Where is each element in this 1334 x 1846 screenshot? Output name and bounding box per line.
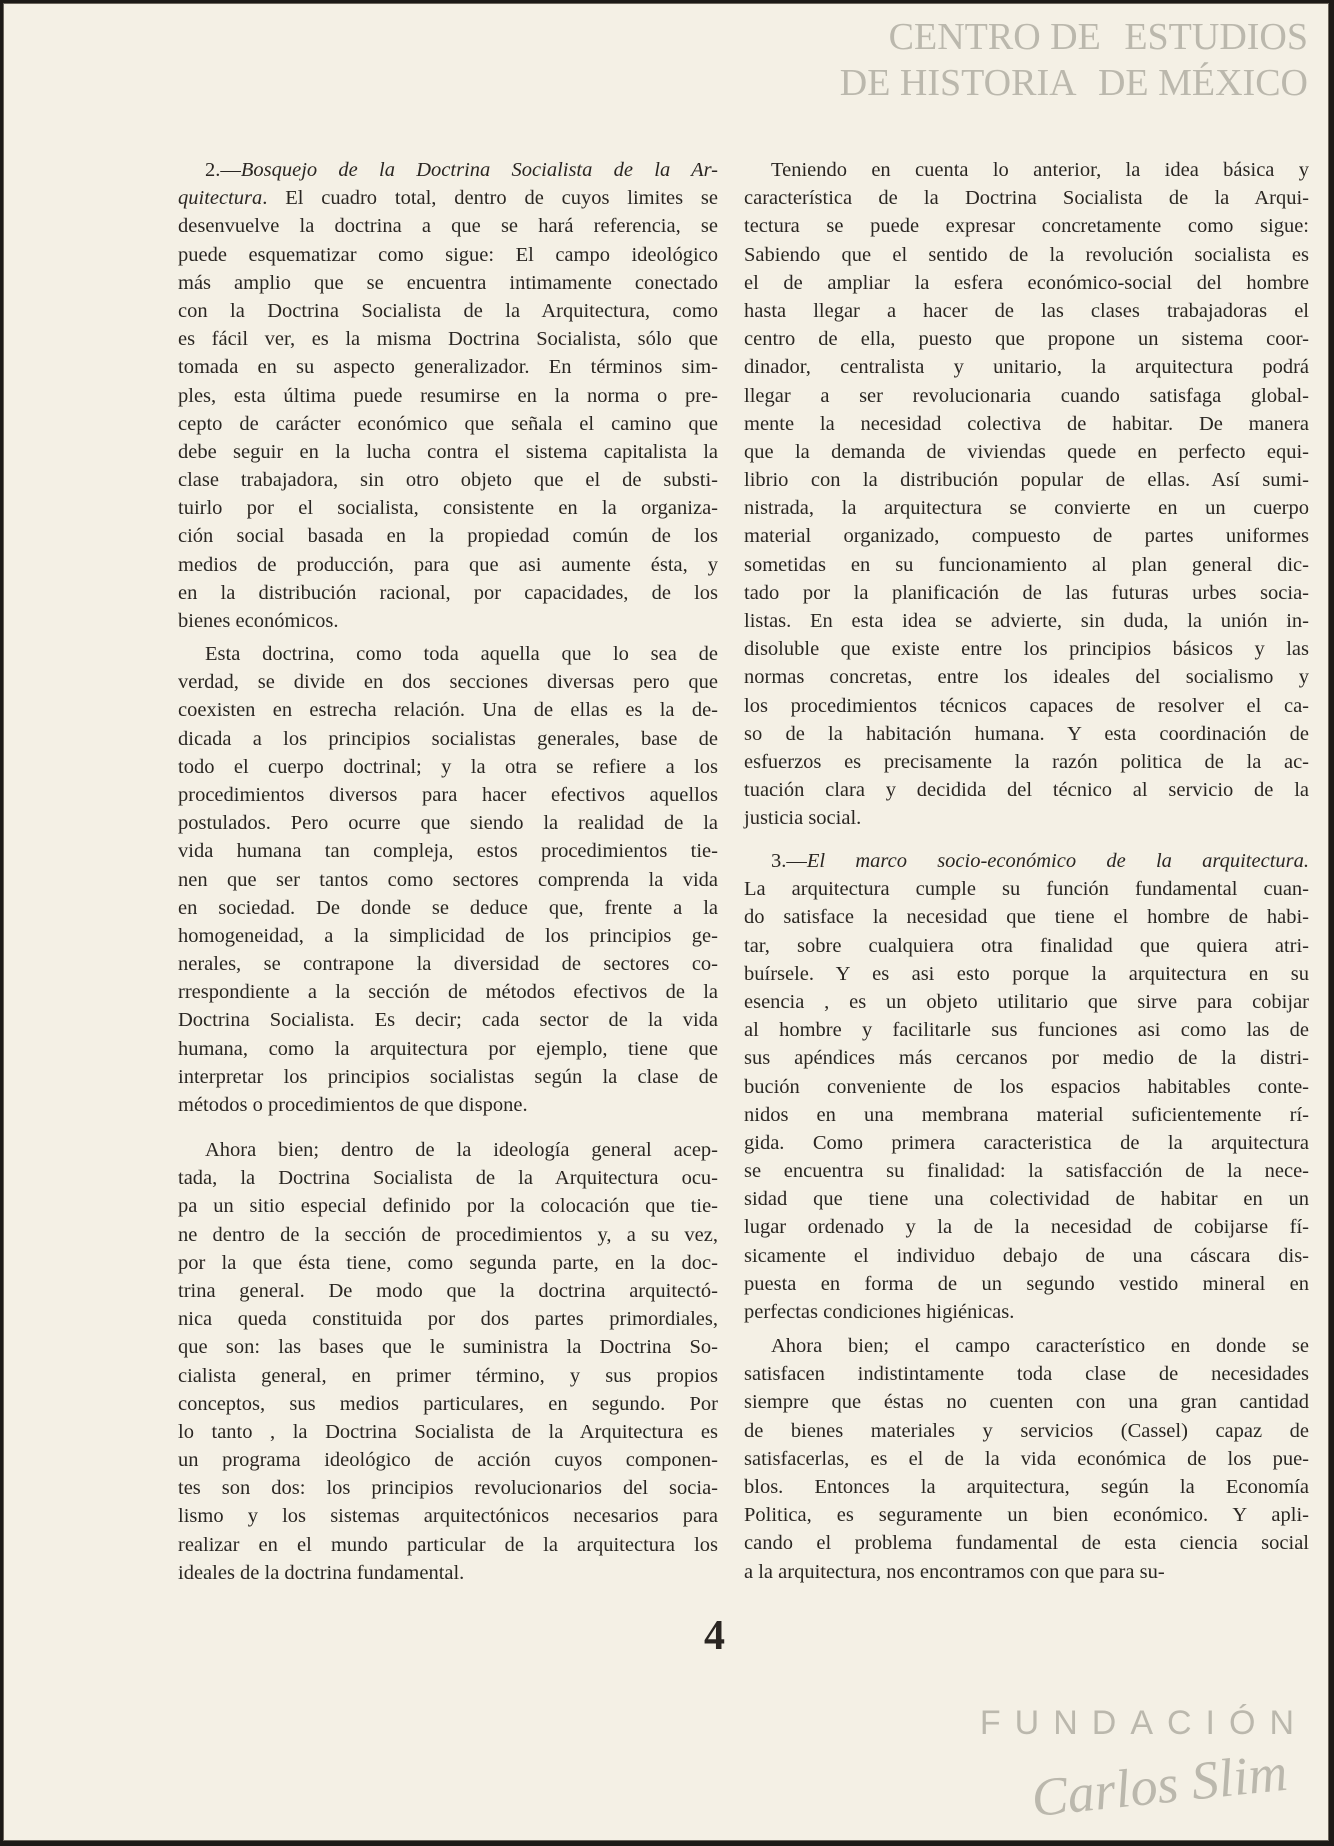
text-line: do satisface la necesidad que tiene el hombre de habi-: [744, 906, 1309, 929]
text-line: característica de la Doctrina Socialista de la Arqui-: [744, 187, 1309, 210]
text-line: llegar a ser revolucionaria cuando satisfaga global-: [744, 384, 1309, 407]
text-line: sometidas en su funcionamiento al plan general dic-: [744, 553, 1309, 576]
section-title: El marco socio-económico de la arquitectura.: [806, 850, 1309, 872]
text-line: nica queda constituida por dos partes primordiales,: [178, 1308, 718, 1331]
text-line: nistrada, la arquitectura se convierte en un cuerpo: [744, 497, 1309, 520]
text-line: postulados. Pero ocurre que siendo la realidad de la: [178, 812, 718, 835]
text-line: procedimientos diversos para hacer efectivos aquellos: [178, 783, 718, 806]
text-line: sicamente el individuo debajo de una cáscara dis-: [744, 1244, 1309, 1267]
text-line: humana, como la arquitectura por ejemplo, tiene que: [178, 1037, 718, 1060]
text-line: lugar ordenado y la de la necesidad de cobijarse fí-: [744, 1216, 1309, 1239]
text-line: nidos en una membrana material suficientemente rí-: [744, 1103, 1309, 1126]
text-line: vida humana tan compleja, estos procedimientos tie-: [178, 840, 718, 863]
text-line: dicada a los principios socialistas generales, base de: [178, 727, 718, 750]
text-line: satisfacen indistintamente toda clase de necesidades: [744, 1363, 1309, 1386]
text-line: lo tanto , la Doctrina Socialista de la Arquitectura es: [178, 1420, 718, 1443]
text-line: mente la necesidad colectiva de habitar. De manera: [744, 412, 1309, 435]
watermark-foundation: FUNDACIÓN: [979, 1704, 1308, 1742]
text-line: tar, sobre cualquiera otra finalidad que quiera atri-: [744, 934, 1309, 957]
text-line: tectura se puede expresar concretamente como sigue:: [744, 215, 1309, 238]
text-line: lismo y los sistemas arquitectónicos necesarios para: [178, 1505, 718, 1528]
text-line: a la arquitectura, nos encontramos con que para su-: [744, 1560, 1165, 1583]
text-line: La arquitectura cumple su función fundamental cuan-: [744, 878, 1309, 901]
text-line: esfuerzos es precisamente la razón politica de la ac-: [744, 750, 1309, 773]
text-line: pa un sitio especial definido por la colocación que tie-: [178, 1195, 718, 1218]
paragraph: [744, 1332, 1309, 1586]
text-line: verdad, se divide en dos secciones diversas pero que: [178, 671, 718, 694]
text-line: tomada en su aspecto generalizador. En términos sim-: [178, 356, 718, 379]
text-line: blos. Entonces la arquitectura, según la Economía: [744, 1475, 1309, 1498]
text-line: ne dentro de la sección de procedimientos y, a su vez,: [178, 1223, 718, 1246]
watermark-signature: Carlos Slim: [1029, 1741, 1291, 1829]
text-line: Esta doctrina, como toda aquella que lo sea de: [205, 643, 718, 665]
text-line: desenvuelve la doctrina a que se hará referencia, se: [178, 215, 718, 238]
text-line: dinador, centralista y unitario, la arquitectura podrá: [744, 356, 1309, 379]
text-line: en la distribución racional, por capacidades, de los: [178, 581, 718, 604]
text-line: realizar en el mundo particular de la arquitectura los: [178, 1533, 718, 1556]
text-line: interpretar los principios socialistas según la clase de: [178, 1065, 718, 1088]
text-line: perfectas condiciones higiénicas.: [744, 1301, 1015, 1323]
paragraph: [744, 156, 1309, 833]
text-line: debe seguir en la lucha contra el sistema capitalista la: [178, 440, 718, 463]
text-line: bienes económicos.: [178, 610, 339, 632]
text-line: todo el cuerpo doctrinal; y la otra se refiere a los: [178, 755, 718, 778]
text-line: listas. En esta idea se advierte, sin duda, la unión in-: [744, 610, 1309, 632]
text-line: satisfacerlas, es el de la vida económica de los pue-: [744, 1447, 1309, 1470]
text-line: tada, la Doctrina Socialista de la Arquitectura ocu-: [178, 1167, 718, 1190]
section-number: 3.—: [771, 850, 807, 872]
text-line: el de ampliar la esfera económico-social del hombre: [744, 271, 1309, 294]
text-line: so de la habitación humana. Y esta coordinación de: [744, 722, 1309, 745]
text-line: cando el problema fundamental de esta ciencia social: [744, 1532, 1309, 1555]
text-line: ción social basada en la propiedad común de los: [178, 525, 718, 548]
text-line: Ahora bien; el campo característico en donde se: [771, 1335, 1309, 1357]
text-line: tuirlo por el socialista, consistente en la organiza-: [178, 497, 718, 520]
text-line: Doctrina Socialista. Es decir; cada sector de la vida: [178, 1009, 718, 1032]
section-number: 2.—: [205, 159, 241, 181]
section-title: Bosquejo de la Doctrina Socialista de la Ar-: [240, 159, 718, 181]
text-line: Sabiendo que el sentido de la revolución socialista es: [744, 243, 1309, 266]
section-title: quitectura: [178, 187, 263, 210]
text-line: se encuentra su finalidad: la satisfacción de la nece-: [744, 1160, 1309, 1183]
text-line: sidad que tiene una colectividad de habitar en un: [744, 1188, 1309, 1211]
text-line: hasta llegar a hacer de las clases trabajadoras el: [744, 299, 1309, 322]
watermark-archive-name: [826, 14, 1308, 106]
text-line: ideales de la doctrina fundamental.: [178, 1561, 465, 1584]
text-line: [178, 184, 718, 212]
text-line: al hombre y facilitarle sus funciones asi como las de: [744, 1019, 1309, 1042]
watermark-row: [826, 14, 1308, 60]
watermark-line: ESTUDIOS: [1124, 16, 1308, 58]
text-line: que la demanda de viviendas quede en perfecto equi-: [744, 440, 1309, 463]
text-line: que son: las bases que le suministra la Doctrina So-: [178, 1336, 718, 1359]
watermark-line: CENTRO DE: [888, 16, 1101, 58]
text-line: nen que ser tantos como sectores comprenda la vida: [178, 868, 718, 891]
text-line: tado por la planificación de las futuras urbes socia-: [744, 581, 1309, 604]
text-line: conceptos, sus medios particulares, en segundo. Por: [178, 1392, 718, 1415]
text-line: por la que ésta tiene, como segunda parte, en la doc-: [178, 1251, 718, 1274]
section-heading-line: [178, 156, 718, 184]
text-line: cialista general, en primer término, y sus propios: [178, 1364, 718, 1387]
page-number: 4: [704, 1613, 725, 1659]
text-line: métodos o procedimientos de que dispone.: [178, 1094, 528, 1116]
text-line: homogeneidad, a la simplicidad de los principios ge-: [178, 924, 718, 947]
text-line: cepto de carácter económico que señala el camino que: [178, 412, 718, 435]
text-line: puede esquematizar como sigue: El campo ideológico: [178, 243, 718, 266]
text-line: tuación clara y decidida del técnico al servicio de la: [744, 779, 1309, 802]
text-line: Ahora bien; dentro de la ideología general acep-: [205, 1139, 718, 1161]
text-line: con la Doctrina Socialista de la Arquitectura, como: [178, 299, 718, 322]
text-line: Politica, es seguramente un bien económico. Y apli-: [744, 1504, 1309, 1527]
watermark-row: [826, 60, 1308, 106]
text-line: siempre que éstas no cuenten con una gran cantidad: [744, 1391, 1309, 1414]
text-line: gida. Como primera caracteristica de la arquitectura: [744, 1131, 1309, 1154]
text-line: librio con la distribución popular de ellas. Así sumi-: [744, 469, 1309, 492]
text-line: más amplio que se encuentra intimamente conectado: [178, 271, 718, 294]
text-line: en sociedad. De donde se deduce que, frente a la: [178, 896, 718, 919]
paragraph: [178, 1136, 718, 1587]
text-line: clase trabajadora, sin otro objeto que el de substi-: [178, 469, 718, 492]
watermark-line: DE MÉXICO: [1097, 62, 1308, 104]
paragraph: [178, 640, 718, 1119]
text-line: los procedimientos técnicos capaces de resolver el ca-: [744, 694, 1309, 717]
text-line: bución conveniente de los espacios habitables conte-: [744, 1075, 1309, 1098]
paragraph: [178, 156, 718, 635]
text-line: ples, esta última puede resumirse en la norma o pre-: [178, 384, 718, 407]
text-line: es fácil ver, es la misma Doctrina Socialista, sólo que: [178, 328, 718, 351]
text-line: normas concretas, entre los ideales del socialismo y: [744, 666, 1309, 689]
text-line: coexisten en estrecha relación. Una de ellas es la de-: [178, 699, 718, 722]
document-page: [3, 3, 1329, 1841]
text-line: material organizado, compuesto de partes uniformes: [744, 525, 1309, 548]
text-line: medios de producción, para que asi aumente ésta, y: [178, 553, 718, 576]
paragraph: [744, 847, 1309, 1326]
text-line: justicia social.: [744, 807, 862, 830]
text-line: rrespondiente a la sección de métodos efectivos de la: [178, 981, 718, 1004]
text-line: puesta en forma de un segundo vestido mineral en: [744, 1272, 1309, 1295]
text-line: nerales, se contrapone la diversidad de sectores co-: [178, 953, 718, 976]
watermark-line: DE HISTORIA: [839, 62, 1075, 104]
text-line: trina general. De modo que la doctrina arquitectó-: [178, 1279, 718, 1302]
text-line: sus apéndices más cercanos por medio de la distri-: [744, 1047, 1309, 1070]
text-line: centro de ella, puesto que propone un sistema coor-: [744, 328, 1309, 351]
text-line: esencia , es un objeto utilitario que sirve para cobijar: [744, 990, 1309, 1013]
text-line: buírsele. Y es asi esto porque la arquitectura en su: [744, 962, 1309, 985]
text-line: disoluble que existe entre los principios básicos y las: [744, 638, 1309, 661]
text-line: de bienes materiales y servicios (Cassel) capaz de: [744, 1419, 1309, 1442]
text-line: Teniendo en cuenta lo anterior, la idea básica y: [771, 159, 1309, 181]
text-line: un programa ideológico de acción cuyos componen-: [178, 1449, 718, 1472]
section-heading-line: [744, 847, 1309, 875]
text-run: . El cuadro total, dentro de cuyos limites se: [262, 187, 718, 210]
text-line: tes son dos: los principios revolucionarios del socia-: [178, 1477, 718, 1500]
